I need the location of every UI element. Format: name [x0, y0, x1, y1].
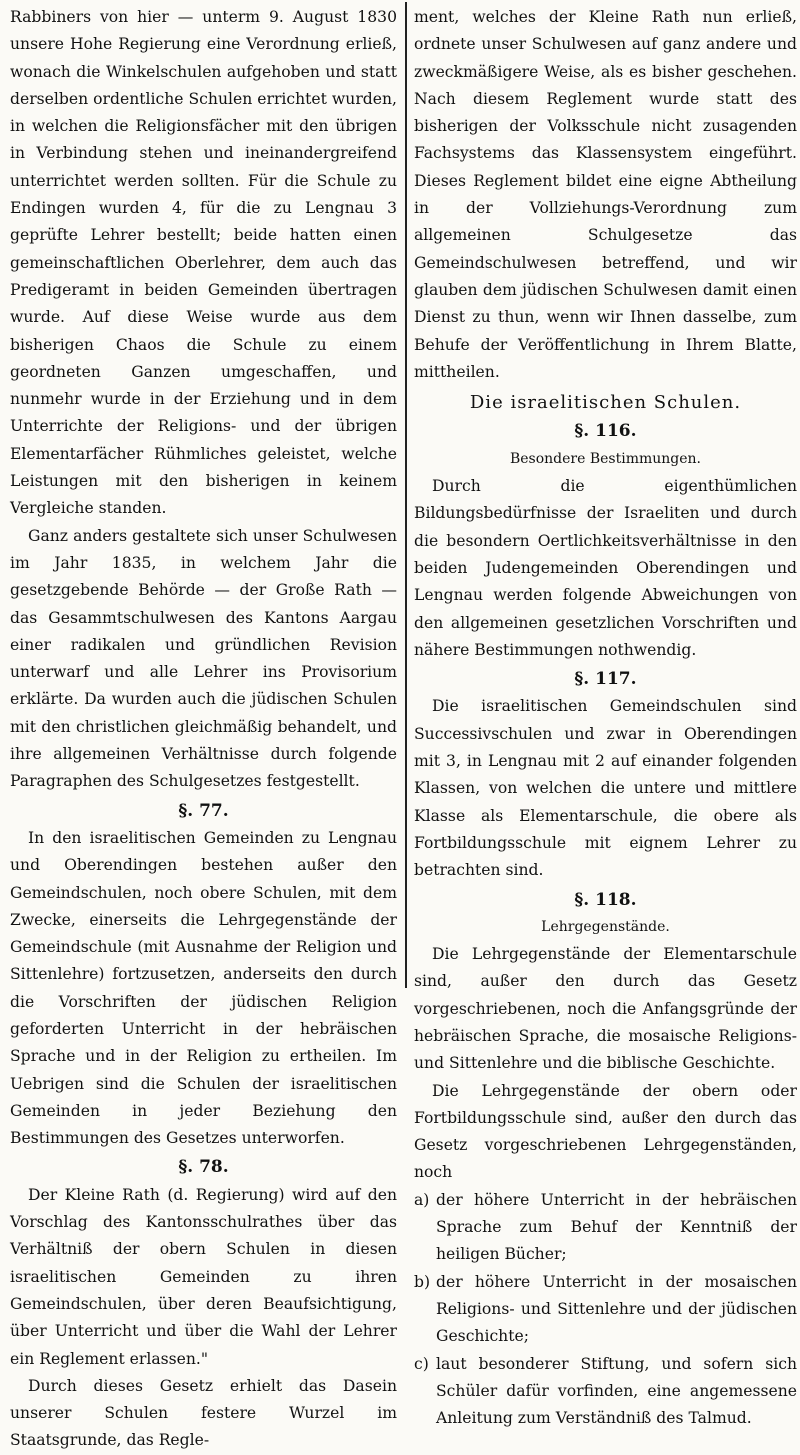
paragraph-law: Durch dieses Gesetz erhielt das Dasein unserer Schulen festere Wurzel im Staatsgrunde, das Regle-	[10, 1376, 397, 1450]
section-77-heading: §. 77.	[178, 800, 229, 821]
section-116-text: Durch die eigenthümlichen Bildungsbedürfnisse der Israeliten und durch die besondern Oertlichkeitsverhältnisse in den beiden Judengemeinden Oberendingen und Lengnau werden folgende Abweichungen von den allgemeinen gesetzlichen Vorschriften und nähere Bestimmungen nothwendig.	[414, 477, 797, 659]
section-77-text: In den israelitischen Gemeinden zu Lengnau und Oberendingen bestehen außer den Gemeindschulen, noch obere Schulen, mit dem Zwecke, einerseits die Lehrgegenstände der Gemeindschule (mit Ausnahme der Religion und Sittenlehre) fortzusetzen, anderseits den durch die Vorschriften der jüdischen Religion geforderten Unterricht in der hebräischen Sprache und in der Religion zu ertheilen. Im Uebrigen sind die Schulen der israelitischen Gemeinden in jeder Beziehung den Bestimmungen des Gesetzes unterworfen.	[10, 828, 397, 1148]
section-118-heading: §. 118.	[574, 889, 637, 910]
left-column	[10, 4, 397, 1450]
section-118-subtitle: Lehrgegenstände.	[541, 918, 670, 935]
section-116-subtitle: Besondere Bestimmungen.	[509, 450, 702, 467]
chapter-title: Die israelitischen Schulen.	[469, 392, 742, 414]
section-78-heading: §. 78.	[178, 1157, 229, 1178]
paragraph-1835: Ganz anders gestaltete sich unser Schulwesen im Jahr 1835, in welchem Jahr die gesetzgebende Behörde — der Große Rath — das Gesammtschulwesen des Kantons Aargau einer radikalen und gründlichen Revision unterwarf und alle Lehrer ins Provisorium erklärte. Da wurden auch die jüdischen Schulen mit den christlichen gleichmäßig behandelt, und ihre allgemeinen Verhältnisse durch folgende Paragraphen des Schulgesetzes festgestellt.	[10, 526, 397, 791]
list-item	[414, 1187, 797, 1269]
section-117-text: Die israelitischen Gemeindschulen sind Successivschulen und zwar in Oberendingen mit 3, in Lengnau mit 2 auf einander folgenden Klassen, von welchen die untere und mittlere Klasse als Elementarschule, die obere als Fortbildungsschule mit eignem Lehrer zu betrachten sind.	[414, 697, 797, 880]
list-item-text: der höhere Unterricht in der mosaischen Religions- und Sittenlehre und der jüdischen Geschichte;	[436, 1272, 797, 1346]
list-item	[414, 1269, 797, 1351]
section-118-text-elementary: Die Lehrgegenstände der Elementarschule sind, außer den durch das Gesetz vorgeschriebenen, noch die Anfangsgründe der hebräischen Sprache, die mosaische Religions- und Sittenlehre und die biblische Geschichte.	[414, 945, 797, 1073]
list-item-label: c)	[414, 1354, 429, 1373]
section-118-text-upper: Die Lehrgegenstände der obern oder Fortbildungsschule sind, außer den durch das Gesetz vorgeschriebenen Lehrgegenständen, noch	[414, 1081, 797, 1182]
list-item	[414, 1351, 797, 1433]
paragraph-intro: Rabbiners von hier — unterm 9. August 1830 unsere Hohe Regierung eine Verordnung erließ, wonach die Winkelschulen aufgehoben und statt derselben ordentliche Schulen errichtet wurden, in welchen die Religionsfächer mit den übrigen in Verbindung stehen und ineinandergreifend unterrichtet werden sollten. Für die Schule zu Endingen wurden 4, für die zu Lengnau 3 geprüfte Lehrer bestellt; beide hatten einen gemeinschaftlichen Oberlehrer, dem auch das Predigeramt in beiden Gemeinden übertragen wurde. Auf diese Weise wurde aus dem bisherigen Chaos die Schule zu einem geordneten Ganzen umgeschaffen, und nunmehr wurde in der Erziehung und in dem Unterrichte der Religions- und der übrigen Elementarfächer Rühmliches geleistet, welche Leistungen mit den bisherigen in keinem Vergleiche standen.	[10, 8, 397, 518]
section-117-heading: §. 117.	[574, 669, 637, 690]
section-78-text: Der Kleine Rath (d. Regierung) wird auf den Vorschlag des Kantonsschulrathes über das Verhältniß der obern Schulen in diesen israelitischen Gemeinden zu ihren Gemeindschulen, über deren Beaufsichtigung, über Unterricht und über die Wahl der Lehrer ein Reglement erlassen."	[10, 1185, 397, 1368]
paragraph-reglement: ment, welches der Kleine Rath nun erließ, ordnete unser Schulwesen auf ganz andere und zweckmäßigere Weise, als es bisher geschehen. Nach diesem Reglement wurde statt des bisherigen der Volksschule nicht zusagenden Fachsystems das Klassensystem eingeführt. Dieses Reglement bildet eine eigne Abtheilung in der Vollziehungs-Verordnung zum allgemeinen Schulgesetze das Gemeindschulwesen betreffend, und wir glauben dem jüdischen Schulwesen damit einen Dienst zu thun, wenn wir Ihnen dasselbe, zum Behufe der Veröffentlichung in Ihrem Blatte, mittheilen.	[414, 8, 797, 381]
section-116-heading: §. 116.	[574, 421, 637, 442]
list-item-label: a)	[414, 1190, 430, 1209]
list-item-text: der höhere Unterricht in der hebräischen Sprache zum Behuf der Kenntniß der heiligen Bücher;	[436, 1190, 797, 1264]
list-item-text: laut besonderer Stiftung, und sofern sich Schüler dafür vorfinden, eine angemessene Anleitung zum Verständniß des Talmud.	[436, 1354, 797, 1428]
right-column	[414, 4, 797, 1428]
column-divider	[405, 2, 407, 988]
list-item-label: b)	[414, 1272, 431, 1291]
